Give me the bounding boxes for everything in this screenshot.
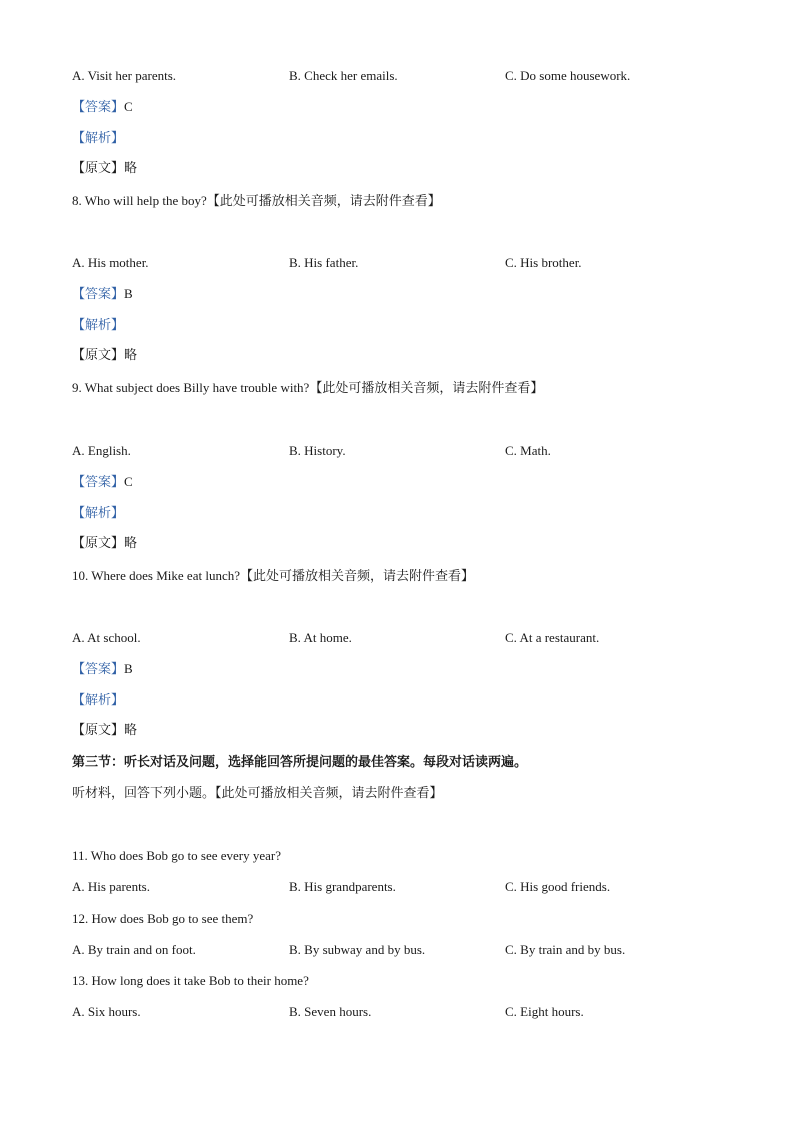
q10-question — [72, 567, 474, 586]
section3-instruction — [72, 785, 443, 803]
q8-option-b: B. His father. — [289, 255, 359, 270]
q9-answer — [72, 473, 133, 492]
q8-answer — [72, 285, 133, 304]
q7-answer — [72, 98, 133, 117]
q7-option-b: B. Check her emails. — [289, 68, 398, 83]
q9-option-a: A. English. — [72, 443, 131, 458]
q9-option-c: C. Math. — [505, 443, 551, 458]
original-tag: 【原文】 — [72, 723, 125, 738]
q10-answer — [72, 660, 133, 679]
answer-tag: 【答案】 — [72, 662, 125, 677]
q10-original — [72, 722, 137, 740]
original-tag: 【原文】 — [72, 536, 125, 551]
q9-analysis — [72, 504, 124, 523]
answer-tag: 【答案】 — [72, 475, 125, 490]
q8-option-c: C. His brother. — [505, 255, 582, 270]
analysis-tag: 【解析】 — [72, 506, 125, 521]
audio-note[interactable]: 【此处可播放相关音频，请去附件查看】 — [309, 381, 544, 396]
answer-value: B — [124, 286, 133, 301]
answer-value: C — [124, 474, 133, 489]
analysis-tag: 【解析】 — [72, 693, 125, 708]
original-tag: 【原文】 — [72, 348, 125, 363]
q11-option-a: A. His parents. — [72, 879, 150, 894]
q7-option-c: C. Do some housework. — [505, 68, 631, 83]
section3-heading: 第三节：听长对话及问题，选择能回答所提问题的最佳答案。每段对话读两遍。 — [72, 755, 528, 770]
q12-option-b: B. By subway and by bus. — [289, 942, 426, 957]
q11-option-b: B. His grandparents. — [289, 879, 396, 894]
q12-option-a: A. By train and on foot. — [72, 942, 196, 957]
analysis-tag: 【解析】 — [72, 318, 125, 333]
audio-note[interactable]: 【此处可播放相关音频，请去附件查看】 — [206, 194, 441, 209]
question-text: 8. Who will help the boy? — [72, 193, 207, 208]
instruction-text: 听材料，回答下列小题。 — [72, 786, 216, 801]
q8-analysis — [72, 316, 124, 335]
q10-option-b: B. At home. — [289, 630, 352, 645]
q10-analysis — [72, 691, 124, 710]
original-value: 略 — [124, 348, 138, 363]
answer-tag: 【答案】 — [72, 100, 125, 115]
q9-question — [72, 379, 543, 398]
question-text: 9. What subject does Billy have trouble with? — [72, 380, 310, 395]
answer-value: B — [124, 661, 133, 676]
q9-original — [72, 535, 137, 553]
q11-option-c: C. His good friends. — [505, 879, 611, 894]
answer-value: C — [124, 99, 133, 114]
q8-option-a: A. His mother. — [72, 255, 149, 270]
q13-question: 13. How long does it take Bob to their home? — [72, 973, 309, 988]
analysis-tag: 【解析】 — [72, 131, 125, 146]
audio-note[interactable]: 【此处可播放相关音频，请去附件查看】 — [215, 786, 443, 801]
q13-option-c: C. Eight hours. — [505, 1004, 584, 1019]
q12-option-c: C. By train and by bus. — [505, 942, 626, 957]
audio-note[interactable]: 【此处可播放相关音频，请去附件查看】 — [239, 569, 474, 584]
q7-original — [72, 160, 137, 178]
question-text: 10. Where does Mike eat lunch? — [72, 568, 240, 583]
original-value: 略 — [124, 161, 138, 176]
q12-question: 12. How does Bob go to see them? — [72, 911, 254, 926]
q9-option-b: B. History. — [289, 443, 346, 458]
q8-question — [72, 192, 441, 211]
q7-analysis — [72, 129, 124, 148]
q13-option-b: B. Seven hours. — [289, 1004, 372, 1019]
q10-option-c: C. At a restaurant. — [505, 630, 600, 645]
original-value: 略 — [124, 536, 138, 551]
q11-question: 11. Who does Bob go to see every year? — [72, 848, 282, 863]
q8-original — [72, 347, 137, 365]
original-value: 略 — [124, 723, 138, 738]
q13-option-a: A. Six hours. — [72, 1004, 141, 1019]
answer-tag: 【答案】 — [72, 287, 125, 302]
q7-option-a: A. Visit her parents. — [72, 68, 177, 83]
q10-option-a: A. At school. — [72, 630, 141, 645]
original-tag: 【原文】 — [72, 161, 125, 176]
